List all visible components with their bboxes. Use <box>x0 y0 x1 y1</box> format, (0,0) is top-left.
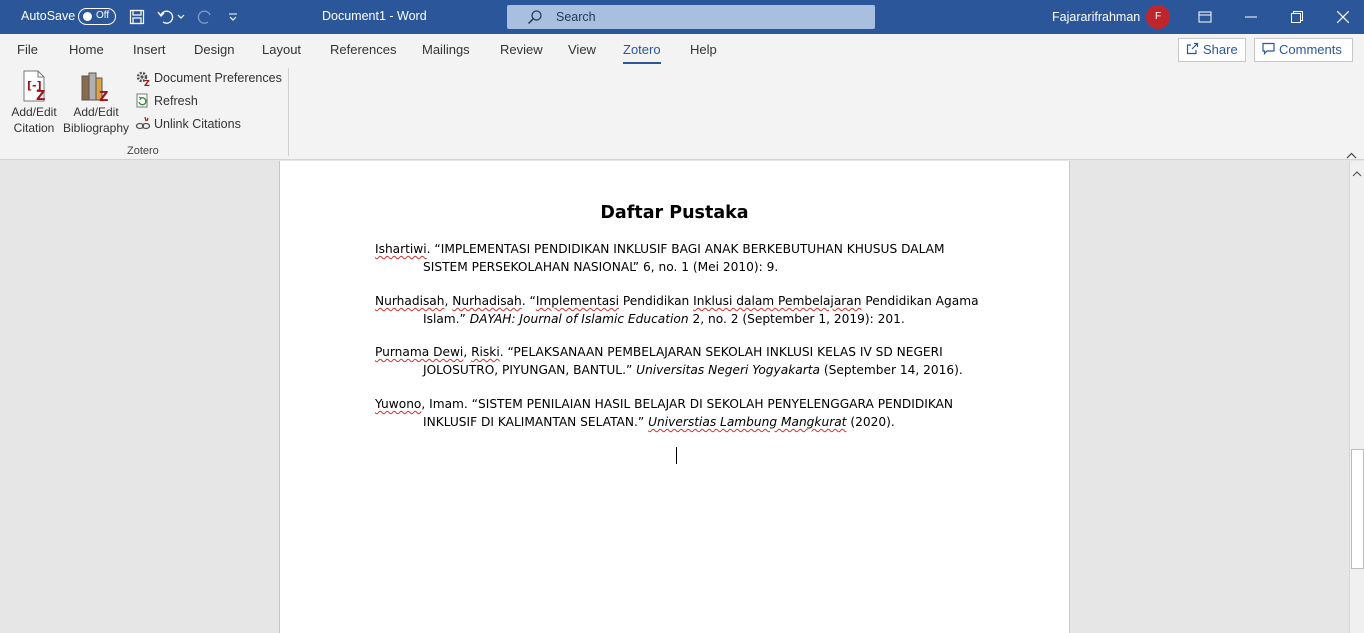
entry-text: (September 14, 2016). <box>820 363 963 377</box>
undo-dropdown-icon[interactable] <box>175 6 187 28</box>
author-name: Purnama Dewi <box>375 345 464 359</box>
entry-line-2 <box>375 413 975 431</box>
refresh-label: Refresh <box>154 94 198 108</box>
ribbon-display-options-icon[interactable] <box>1182 0 1228 34</box>
tab-insert[interactable]: Insert <box>133 42 166 57</box>
entry-line-1 <box>375 395 975 413</box>
scrollbar-thumb[interactable] <box>1351 449 1364 569</box>
share-icon <box>1186 42 1199 58</box>
entry-text: Pendidikan <box>618 294 694 308</box>
tab-file[interactable]: File <box>17 42 38 57</box>
entry-text: (2020). <box>846 415 895 429</box>
tab-view[interactable]: View <box>568 42 596 57</box>
tab-review[interactable]: Review <box>500 42 543 57</box>
entry-text: Islam.” <box>423 312 470 326</box>
ribbon-tabs <box>0 34 1364 64</box>
document-title: Document1 - Word <box>322 9 427 23</box>
restore-icon[interactable] <box>1274 0 1320 34</box>
entry-line-2 <box>375 310 975 328</box>
tab-zotero[interactable]: Zotero <box>623 42 661 57</box>
bibliography-entry <box>375 292 979 328</box>
author-name: Nurhadisah <box>452 294 522 308</box>
citation-label-2: Citation <box>13 121 55 135</box>
tab-help[interactable]: Help <box>690 42 717 57</box>
bibliography-entry <box>375 343 975 379</box>
author-name: Ishartiwi <box>375 242 427 256</box>
entry-text: , <box>444 294 453 308</box>
svg-text:Z: Z <box>99 90 109 102</box>
entry-text: Implementasi <box>535 294 619 308</box>
ribbon <box>0 64 1364 160</box>
document-preferences-button[interactable] <box>135 69 282 87</box>
tab-design[interactable]: Design <box>194 42 235 57</box>
document-area <box>0 161 1349 633</box>
refresh-icon <box>135 93 151 109</box>
entry-line-1 <box>375 292 979 310</box>
entry-text: JOLOSUTRO, PIYUNGAN, BANTUL.” <box>423 363 637 377</box>
autosave-label: AutoSave <box>21 9 76 23</box>
search-icon <box>527 9 543 28</box>
title-bar <box>0 0 1364 34</box>
vertical-scrollbar[interactable] <box>1349 161 1364 633</box>
journal-title: Universtias Lambung Mangkurat <box>648 415 847 429</box>
unlink-citations-label: Unlink Citations <box>154 117 241 131</box>
document-page[interactable] <box>279 161 1070 633</box>
minimize-icon[interactable] <box>1228 0 1274 34</box>
comments-label: Comments <box>1279 42 1342 57</box>
text-cursor <box>676 447 677 464</box>
entry-text: 2, no. 2 (September 1, 2019): 201. <box>688 312 905 326</box>
refresh-button[interactable] <box>135 92 198 110</box>
comments-button[interactable] <box>1254 38 1353 62</box>
undo-icon[interactable] <box>155 6 177 28</box>
document-preferences-label: Document Preferences <box>154 71 282 85</box>
entry-line-2: SISTEM PERSEKOLAHAN NASIONAL” 6, no. 1 (Mei 2010): 9. <box>423 260 779 274</box>
entry-text: , Imam. “SISTEM PENILAIAN HASIL BELAJAR DI SEKOLAH PENYELENGGARA PENDIDIKAN <box>421 397 954 411</box>
group-separator <box>288 68 289 156</box>
entry-line-2 <box>375 361 975 379</box>
bibliography-label-1: Add/Edit <box>73 105 119 119</box>
bibliography-entry <box>375 395 975 431</box>
add-edit-citation-button[interactable] <box>8 70 60 136</box>
user-name[interactable]: Fajararifrahman <box>1052 10 1141 24</box>
autosave-toggle[interactable] <box>78 8 116 25</box>
bibliography-icon <box>80 70 112 102</box>
entry-text: , <box>463 345 472 359</box>
svg-text:[-]: [-] <box>27 79 42 92</box>
toggle-knob <box>83 12 92 21</box>
citation-icon <box>18 70 50 102</box>
entry-text: . “ <box>521 294 536 308</box>
search-placeholder: Search <box>556 10 596 24</box>
author-name: Riski <box>471 345 500 359</box>
close-icon[interactable] <box>1320 0 1364 34</box>
gear-icon <box>135 70 151 86</box>
bibliography-label-2: Bibliography <box>62 121 130 135</box>
entry-text: Inklusi dalam Pembelajaran <box>693 294 862 308</box>
entry-line-1 <box>375 343 975 361</box>
bibliography-heading: Daftar Pustaka <box>600 203 749 223</box>
share-button[interactable] <box>1178 38 1246 62</box>
author-name: Nurhadisah <box>375 294 445 308</box>
author-name: Yuwono <box>375 397 422 411</box>
citation-label-1: Add/Edit <box>11 105 57 119</box>
customize-quick-access-icon[interactable] <box>222 6 244 28</box>
scroll-up-icon[interactable] <box>1352 164 1362 182</box>
save-icon[interactable] <box>126 6 148 28</box>
redo-icon[interactable] <box>194 6 216 28</box>
svg-text:Z: Z <box>36 89 46 102</box>
journal-title: DAYAH: Journal of Islamic Education <box>469 312 689 326</box>
tab-home[interactable]: Home <box>69 42 104 57</box>
entry-text: Pendidikan Agama <box>861 294 979 308</box>
search-box[interactable] <box>507 5 875 29</box>
entry-text: INKLUSIF DI KALIMANTAN SELATAN.” <box>423 415 649 429</box>
journal-title: Universitas Negeri Yogyakarta <box>636 363 820 377</box>
zotero-group-label: Zotero <box>127 145 159 157</box>
tab-layout[interactable]: Layout <box>262 42 302 57</box>
entry-line-1 <box>375 240 975 258</box>
add-edit-bibliography-button[interactable] <box>61 70 131 136</box>
entry-text: . “PELAKSANAAN PEMBELAJARAN SEKOLAH INKLUSI KELAS IV SD NEGERI <box>499 345 943 359</box>
autosave-state: Off <box>96 10 110 21</box>
avatar[interactable]: F <box>1146 5 1170 29</box>
tab-mailings[interactable]: Mailings <box>422 42 470 57</box>
entry-text: . “IMPLEMENTASI PENDIDIKAN INKLUSIF BAGI ANAK BERKEBUTUHAN KHUSUS DALAM <box>426 242 945 256</box>
svg-text:Z: Z <box>144 79 150 86</box>
comment-icon <box>1262 42 1275 58</box>
tab-references[interactable]: References <box>330 42 397 57</box>
unlink-citations-button[interactable] <box>135 115 241 133</box>
bibliography-entry <box>375 240 975 276</box>
share-label: Share <box>1203 42 1238 57</box>
unlink-icon <box>135 116 151 132</box>
